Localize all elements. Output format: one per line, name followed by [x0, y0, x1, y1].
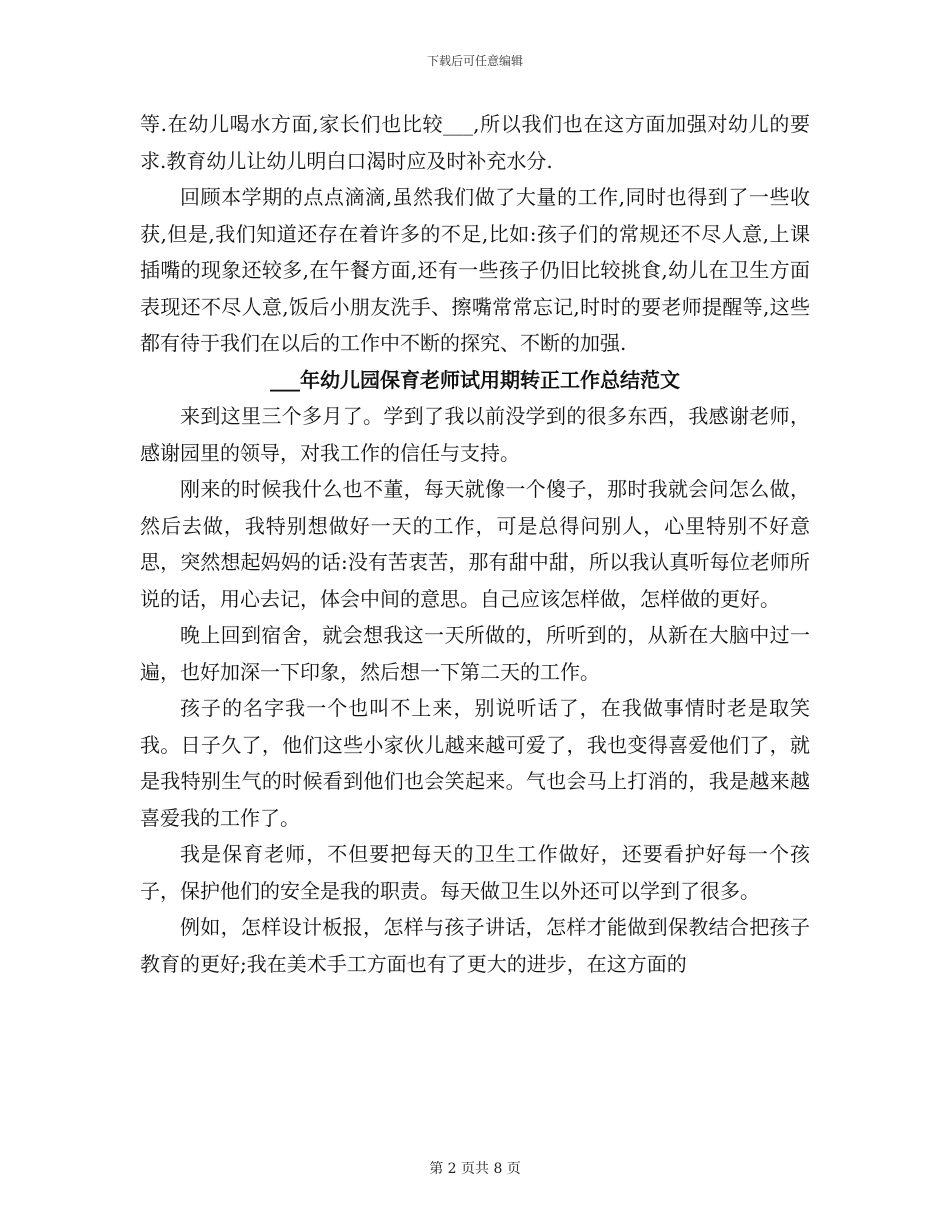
paragraph-continued: 等.在幼儿喝水方面,家长们也比较___,所以我们也在这方面加强对幼儿的要求.教育幼儿让幼儿明白口渴时应及时补充水分.	[140, 112, 810, 173]
page-header: 下载后可任意编辑	[426, 54, 523, 68]
paragraph: 孩子的名字我一个也叫不上来，别说听话了，在我做事情时老是取笑我。日子久了，他们这些小家伙儿越来越可爱了，我也变得喜爱他们了，就是我特别生气的时候看到他们也会笑起来。气也会马上打消的，我是越来越喜爱我的工作了。	[140, 696, 810, 830]
section-title: ___年幼儿园保育老师试用期转正工作总结范文	[270, 367, 680, 392]
paragraph: 例如，怎样设计板报，怎样与孩子讲话，怎样才能做到保教结合把孩子教育的更好;我在美术手工方面也有了更大的进步，在这方面的	[140, 915, 810, 976]
paragraph: 我是保育老师，不但要把每天的卫生工作做好，还要看护好每一个孩子，保护他们的安全是我的职责。每天做卫生以外还可以学到了很多。	[140, 842, 810, 903]
paragraph: 来到这里三个多月了。学到了我以前没学到的很多东西，我感谢老师，感谢园里的领导，对我工作的信任与支持。	[140, 404, 810, 465]
document-body	[140, 106, 810, 982]
page-footer: 第 2 页共 8 页	[429, 1161, 521, 1177]
paragraph: 刚来的时候我什么也不董，每天就像一个傻子，那时我就会问怎么做，然后去做，我特别想做好一天的工作，可是总得问别人，心里特别不好意思，突然想起妈妈的话:没有苦衷苦，那有甜中甜，所以我认真听每位老师所说的话，用心去记，体会中间的意思。自己应该怎样做，怎样做的更好。	[140, 477, 810, 611]
paragraph-review: 回顾本学期的点点滴滴,虽然我们做了大量的工作,同时也得到了一些收获,但是,我们知道还存在着许多的不足,比如:孩子们的常规还不尽人意,上课插嘴的现象还较多,在午餐方面,还有一些孩子仍旧比较挑食,幼儿在卫生方面表现还不尽人意,饭后小朋友洗手、擦嘴常常忘记,时时的要老师提醒等,这些都有待于我们在以后的工作中不断的探究、不断的加强.	[140, 185, 810, 355]
paragraph: 晚上回到宿舍，就会想我这一天所做的，所听到的，从新在大脑中过一遍，也好加深一下印象，然后想一下第二天的工作。	[140, 623, 810, 684]
